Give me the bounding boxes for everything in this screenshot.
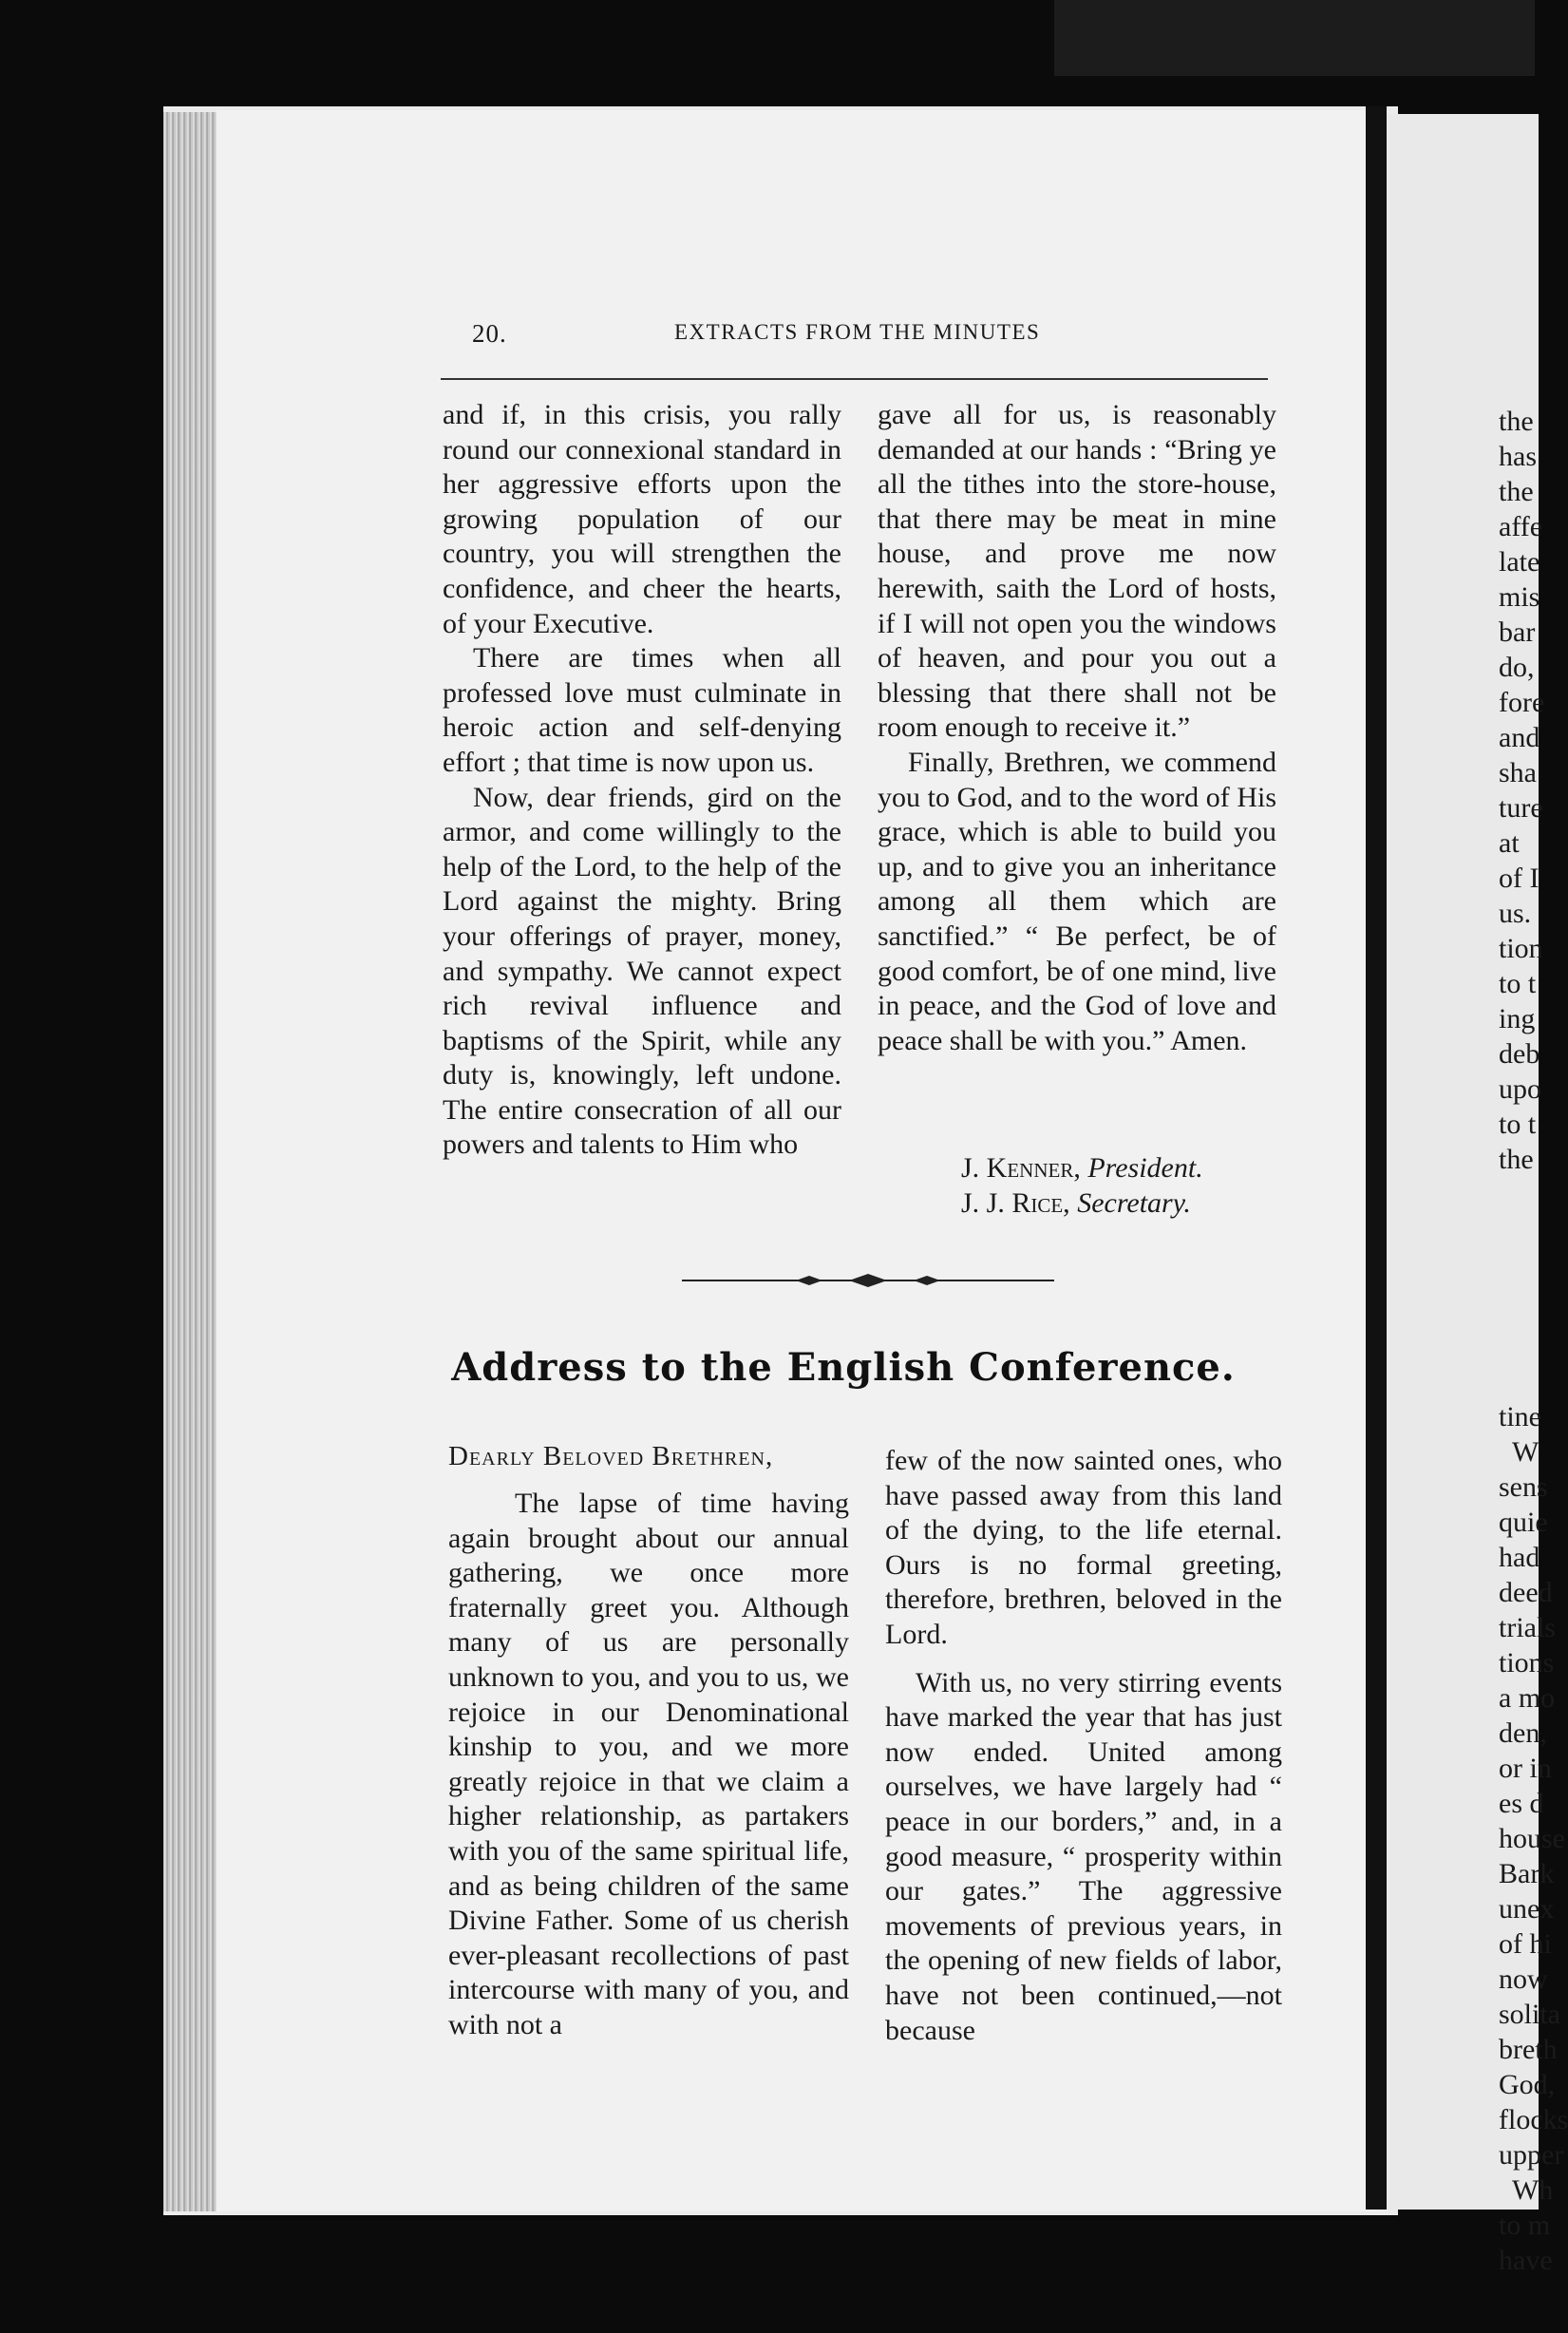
facing-page-line: den, [1499,1717,1547,1749]
facing-page-line: sha [1499,757,1537,788]
signature-name: J. Kenner, [961,1152,1081,1184]
facing-page-line: has [1499,441,1537,472]
facing-page-line: es d [1499,1788,1544,1819]
facing-page-line: the [1499,476,1534,507]
facing-page-line: house [1499,1823,1565,1854]
facing-page-line: flocks [1499,2104,1568,2135]
section-title: Address to the English Conference. [451,1345,1236,1390]
facing-page-line: breth [1499,2034,1558,2065]
facing-page-line: upper [1499,2139,1564,2171]
paragraph: With us, no very stirring events have marked the year that has just now ended. United among ourselves, we have largely had “ peace in our borders,” and, in a good measure, “ prosperity within our gates.” The aggressive movements of previous years, in the opening of new fields of labor, have not been continued,—not because [885,1666,1282,2046]
signature-name: J. J. Rice, [961,1187,1070,1219]
dark-background-strip [1054,0,1535,76]
paragraph: gave all for us, is reasonably demanded at our hands : “Bring ye all the tithes into the store-house, that there may be meat in mine house, and prove me now herewith, saith the Lord of hosts, if I will not open you the windows of heaven, and pour you out a blessing that there shall not be room enough to receive it.” [878,399,1276,744]
facing-page-line: tions [1499,1647,1555,1679]
binding-gutter [1366,106,1387,2210]
facing-page-line: at [1499,827,1520,859]
paragraph: The lapse of time having again brought about our annual gathering, we once more fraternally greet you. Although many of us are personally unknown to you, and you to us, we rejoice in our Denominational kinship to you, and we more greatly rejoice in that we claim a higher relationship, as partakers with you of the same spiritual life, and as being children of the same Divine Father. Some of us cherish ever-pleasant recollections of past intercourse with many of you, and with not a [448,1488,849,2040]
facing-page-line: tion [1499,933,1543,964]
facing-page-line: deed [1499,1577,1553,1608]
facing-page-line: us. [1499,898,1532,929]
facing-page-line: affe [1499,511,1543,542]
page-number: 20. [472,319,507,348]
facing-page-line: God, [1499,2069,1556,2100]
paragraph: and if, in this crisis, you rally round our connexional standard in her aggressive efforts upon the growing population of our country, you will strengthen the confidence, and cheer the hearts, of your Executive. [443,399,841,639]
facing-page-line: Bark [1499,1858,1555,1889]
facing-page-line: solita [1499,1999,1560,2030]
lower-right-column [885,1444,1282,2048]
upper-left-column [443,398,841,1163]
facing-page-line: tine [1499,1401,1541,1432]
facing-page-line: quie [1499,1507,1548,1538]
facing-page-line: mis [1499,581,1540,613]
facing-page-line: ture [1499,792,1543,824]
running-head: EXTRACTS FROM THE MINUTES [674,320,1041,344]
paragraph: Finally, Brethren, we commend you to God, and to the word of His grace, which is able to build you up, and to give you an inheritance among all them which are sanctified.” “ Be perfect, be of good comfort, be of one mind, live in peace, and the God of love and peace shall be with you.” Amen. [878,746,1276,1056]
facing-page-line: of I [1499,863,1540,894]
signature-role: President. [1087,1152,1203,1184]
facing-page-line: or in [1499,1753,1552,1784]
facing-page-line: and [1499,722,1540,753]
upper-right-column [878,398,1276,1058]
facing-page-line: do, [1499,652,1535,683]
facing-page-line: W [1512,1436,1540,1468]
facing-page-line: a mo [1499,1682,1556,1714]
facing-page-line: trials [1499,1612,1556,1643]
page-edges [163,112,218,2211]
header-rule [441,378,1268,380]
facing-page-line: late [1499,546,1540,578]
facing-page-line: of hi [1499,1928,1552,1960]
facing-page-line: sens [1499,1471,1548,1503]
ornament-divider [682,1271,1054,1290]
facing-page-line: deb [1499,1038,1540,1070]
signature-role: Secretary. [1077,1187,1191,1219]
signature-president [961,1151,1203,1186]
facing-page-line: to t [1499,968,1537,999]
salutation: Dearly Beloved Brethren, [448,1441,774,1471]
paragraph: Now, dear friends, gird on the armor, and come willingly to the help of the Lord, to the help of the Lord against the mighty. Bring your offerings of prayer, money, and sympathy. We cannot expect rich revival influence and baptisms of the Spirit, while any duty is, knowingly, left undone. The entire consecration of all our powers and talents to Him who [443,781,841,1161]
facing-page-line: the [1499,406,1534,437]
facing-page-line: upo [1499,1073,1541,1105]
facing-page-line: bar [1499,616,1536,648]
facing-page-line: to t [1499,1109,1537,1140]
lower-left-column [448,1487,849,2043]
facing-page-line: had [1499,1542,1540,1573]
paragraph: few of the now sainted ones, who have passed away from this land of the dying, to the life eternal. Ours is no formal greeting, therefore, brethren, beloved in the Lord. [885,1445,1282,1650]
signature-secretary [961,1186,1191,1222]
facing-page-line: have [1499,2245,1553,2276]
paragraph: There are times when all professed love must culminate in heroic action and self-denying effort ; that time is now upon us. [443,642,841,778]
facing-page-line: fore [1499,687,1545,718]
facing-page-line: Wh [1512,2174,1554,2206]
facing-page-line: now [1499,1963,1548,1995]
facing-page-line: to m [1499,2210,1551,2241]
facing-page-fragment [1387,114,1568,2276]
facing-page-line: the [1499,1144,1534,1175]
facing-page-line: ing [1499,1003,1536,1034]
facing-page-line: unex [1499,1893,1555,1925]
